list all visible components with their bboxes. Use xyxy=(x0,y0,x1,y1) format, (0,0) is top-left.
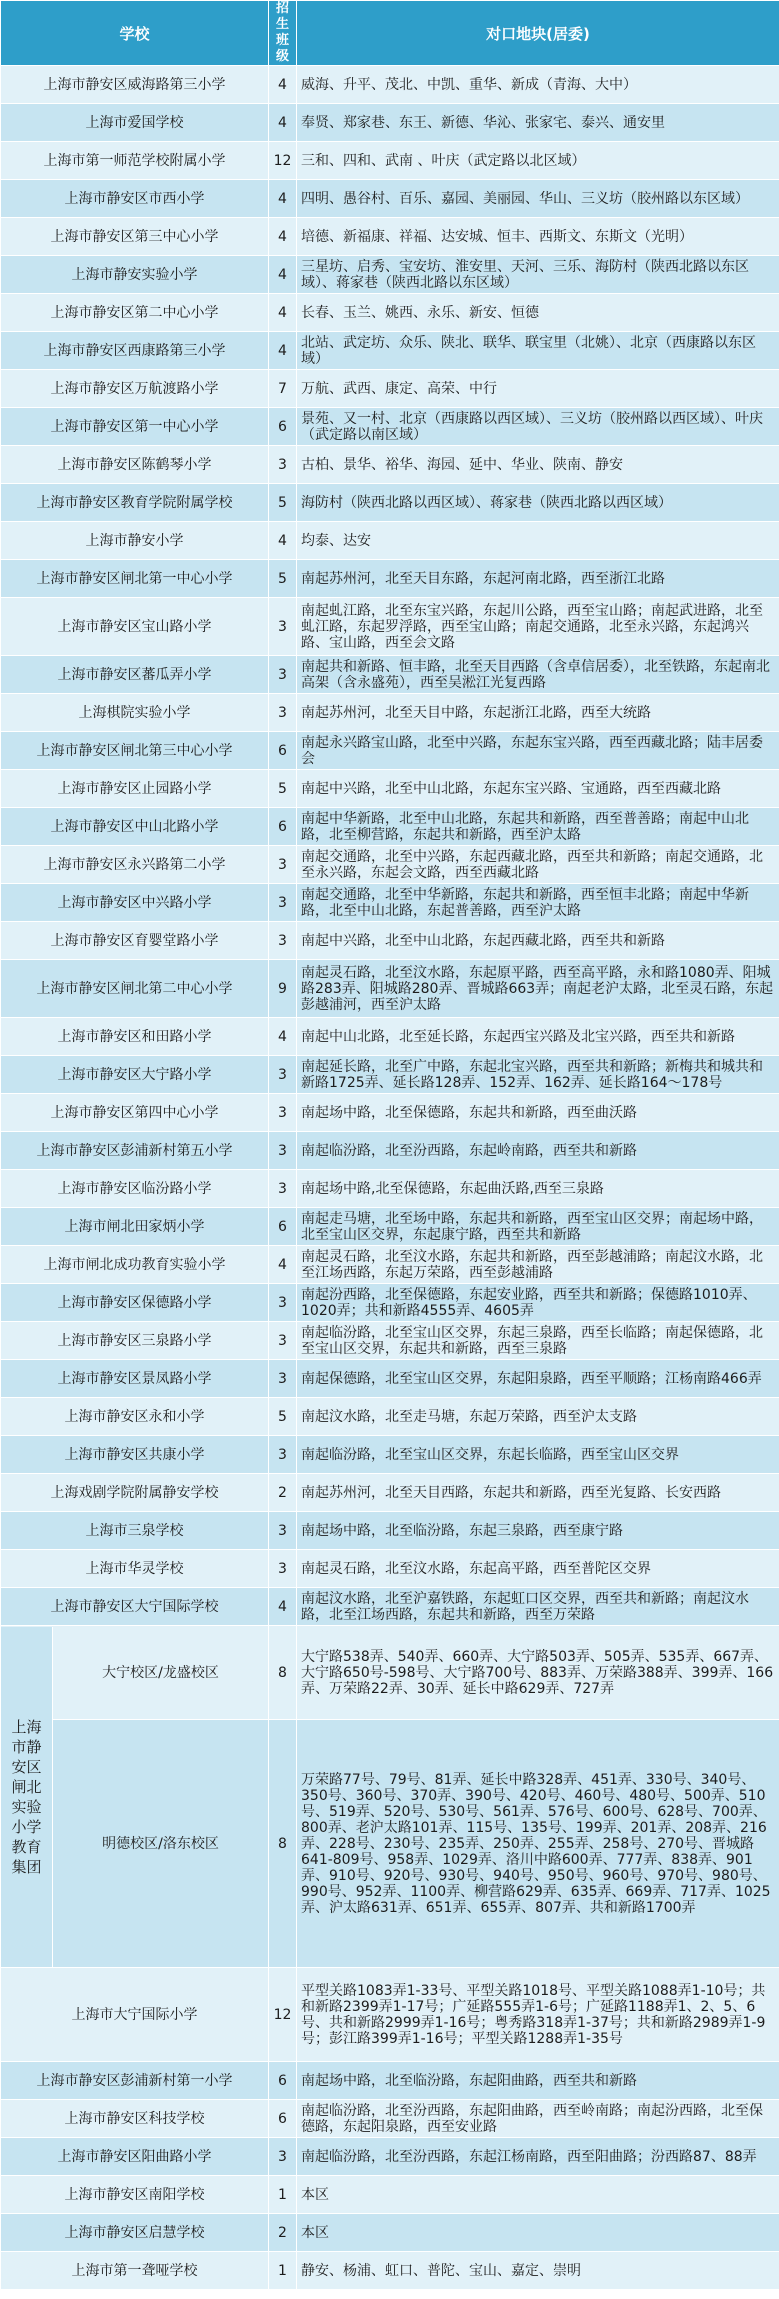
class-count: 3 xyxy=(269,1094,297,1132)
school-name: 上海市静安区育婴堂路小学 xyxy=(1,922,269,960)
school-name: 上海市静安区陈鹤琴小学 xyxy=(1,446,269,484)
class-count: 3 xyxy=(269,1322,297,1360)
table-row xyxy=(1,332,779,370)
school-name: 上海市静安区中兴路小学 xyxy=(1,884,269,922)
class-count: 6 xyxy=(269,408,297,446)
table-row xyxy=(1,294,779,332)
class-count: 3 xyxy=(269,1132,297,1170)
catchment-area: 万荣路77号、79号、81弄、延长中路328弄、451弄、330号、340号、350号、360号、370弄、390号、420号、460号、480号、500弄、510号、519弄、520号、530号、561弄、576号、600号、628号、700弄、800弄、老沪太路101弄、115号、135号、199弄、201弄、208弄、216弄、228号、230号、235弄、250弄、255弄、258号、270号、晋城路641-809号、958弄、1029弄、洛川中路600弄、777弄、838弄、901弄、910号、920号、930号、940号、950号、960号、970号、980号、990号、952弄、1100弄、柳营路629弄、635弄、669弄、717弄、1025弄、沪太路631弄、651弄、655弄、807弄、共和新路1700弄 xyxy=(297,1720,779,1968)
catchment-area: 南起延长路，北至广中路，东起北宝兴路，西至共和新路；新梅共和城共和新路1725弄、延长路128弄、152弄、162弄、延长路164～178号 xyxy=(297,1056,779,1094)
school-name: 上海市三泉学校 xyxy=(1,1512,269,1550)
class-count: 5 xyxy=(269,770,297,808)
table-row xyxy=(1,1056,779,1094)
class-count: 5 xyxy=(269,1398,297,1436)
school-name: 上海市静安实验小学 xyxy=(1,256,269,294)
class-count: 2 xyxy=(269,2214,297,2252)
class-count: 3 xyxy=(269,1512,297,1550)
school-name: 上海市第一师范学校附属小学 xyxy=(1,142,269,180)
table-row xyxy=(1,560,779,598)
school-name: 上海市静安区临汾路小学 xyxy=(1,1170,269,1208)
class-count: 12 xyxy=(269,142,297,180)
catchment-area: 南起交通路，北至中华新路，东起共和新路，西至恒丰北路；南起中华新路，北至中山北路，东起普善路，西至沪太路 xyxy=(297,884,779,922)
table-row xyxy=(1,1360,779,1398)
catchment-area: 古柏、景华、裕华、海园、延中、华业、陕南、静安 xyxy=(297,446,779,484)
class-count: 2 xyxy=(269,1474,297,1512)
class-count: 4 xyxy=(269,256,297,294)
class-count: 3 xyxy=(269,598,297,656)
school-name: 上海市静安区中山北路小学 xyxy=(1,808,269,846)
class-count: 9 xyxy=(269,960,297,1018)
class-count: 3 xyxy=(269,1056,297,1094)
header-count: 招生班级 xyxy=(269,1,297,66)
group-name: 上海市静安区闸北实验小学教育集团 xyxy=(1,1627,53,1967)
school-name: 上海市静安区三泉路小学 xyxy=(1,1322,269,1360)
class-count: 3 xyxy=(269,656,297,694)
school-name: 上海市静安区大宁路小学 xyxy=(1,1056,269,1094)
table-row xyxy=(1,218,779,256)
catchment-area: 景苑、又一村、北京（西康路以西区域）、三义坊（胶州路以西区域）、叶庆（武定路以南区域） xyxy=(297,408,779,446)
school-name: 上海戏剧学院附属静安学校 xyxy=(1,1474,269,1512)
school-name: 上海市华灵学校 xyxy=(1,1550,269,1588)
catchment-area: 南起交通路，北至中兴路，东起西藏北路，西至共和新路；南起交通路，北至永兴路，东起会文路，西至西藏北路 xyxy=(297,846,779,884)
catchment-area: 南起灵石路，北至汶水路，东起高平路，西至普陀区交界 xyxy=(297,1550,779,1588)
table-row xyxy=(1,66,779,104)
school-name: 上海市静安区闸北第一中心小学 xyxy=(1,560,269,598)
catchment-area: 南起临汾路，北至宝山区交界，东起长临路，西至宝山区交界 xyxy=(297,1436,779,1474)
table-row xyxy=(1,1474,779,1512)
catchment-area: 南起灵石路，北至汶水路，东起共和新路，西至彭越浦路；南起汶水路，北至江场西路，东起万荣路，西至彭越浦路 xyxy=(297,1246,779,1284)
catchment-area: 北站、武定坊、众乐、陕北、联华、联宝里（北姚）、北京（西康路以东区域） xyxy=(297,332,779,370)
table-row xyxy=(1,732,779,770)
catchment-area: 南起场中路,北至保德路，东起曲沃路,西至三泉路 xyxy=(297,1170,779,1208)
catchment-area: 三和、四和、武南 、叶庆（武定路以北区域） xyxy=(297,142,779,180)
table-row xyxy=(1,770,779,808)
school-name: 上海市静安小学 xyxy=(1,522,269,560)
school-name: 上海市静安区宝山路小学 xyxy=(1,598,269,656)
table-row xyxy=(1,598,779,656)
catchment-area: 南起汶水路，北至沪嘉铁路，东起虹口区交界，西至共和新路；南起汶水路，北至江场西路，东起共和新路，西至万荣路 xyxy=(297,1588,779,1626)
class-count: 6 xyxy=(269,808,297,846)
catchment-area: 南起走马塘，北至场中路，东起共和新路，西至宝山区交界；南起场中路，北至宝山区交界，东起康宁路，西至共和新路 xyxy=(297,1208,779,1246)
table-row xyxy=(1,846,779,884)
catchment-area: 南起中华新路，北至中山北路，东起共和新路，西至普善路；南起中山北路，北至柳营路，东起共和新路，西至沪太路 xyxy=(297,808,779,846)
school-name: 上海市闸北田家炳小学 xyxy=(1,1208,269,1246)
school-name: 上海市爱国学校 xyxy=(1,104,269,142)
catchment-area: 万航、武西、康定、高荣、中行 xyxy=(297,370,779,408)
header-row xyxy=(1,1,779,66)
class-count: 8 xyxy=(269,1720,297,1968)
catchment-area: 本区 xyxy=(297,2214,779,2252)
catchment-area: 南起中山北路，北至延长路，东起西宝兴路及北宝兴路，西至共和新路 xyxy=(297,1018,779,1056)
class-count: 4 xyxy=(269,1588,297,1626)
catchment-area: 南起中兴路，北至中山北路，东起东宝兴路、宝通路，西至西藏北路 xyxy=(297,770,779,808)
school-name: 上海市静安区威海路第三小学 xyxy=(1,66,269,104)
school-name: 上海市静安区教育学院附属学校 xyxy=(1,484,269,522)
campus-name: 明德校区/洛东校区 xyxy=(102,1835,219,1852)
table-row xyxy=(1,1550,779,1588)
catchment-area: 大宁路538弄、540弄、660弄、大宁路503弄、505弄、535弄、667弄、大宁路650号-598号、大宁路700号、883弄、万荣路388弄、399弄、166弄、万荣路22弄、30弄、延长中路629弄、727弄 xyxy=(297,1626,779,1720)
catchment-area: 南起临汾路，北至汾西路，东起江杨南路，西至阳曲路；汾西路87、88弄 xyxy=(297,2138,779,2176)
table-row xyxy=(1,656,779,694)
school-name: 上海市静安区第四中心小学 xyxy=(1,1094,269,1132)
catchment-area: 长春、玉兰、姚西、永乐、新安、恒德 xyxy=(297,294,779,332)
table-row xyxy=(1,922,779,960)
catchment-area: 本区 xyxy=(297,2176,779,2214)
table-row xyxy=(1,1246,779,1284)
table-row xyxy=(1,1094,779,1132)
catchment-area: 均泰、达安 xyxy=(297,522,779,560)
school-name: 上海市静安区第一中心小学 xyxy=(1,408,269,446)
school-name: 上海市静安区永和小学 xyxy=(1,1398,269,1436)
table-row xyxy=(1,1436,779,1474)
header-school: 学校 xyxy=(1,1,269,66)
school-name: 上海市静安区蕃瓜弄小学 xyxy=(1,656,269,694)
class-count: 4 xyxy=(269,294,297,332)
table-row xyxy=(1,2176,779,2214)
school-name: 上海市静安区南阳学校 xyxy=(1,2176,269,2214)
class-count: 1 xyxy=(269,2176,297,2214)
class-count: 3 xyxy=(269,1360,297,1398)
catchment-area: 南起苏州河，北至天目东路，东起河南北路，西至浙江北路 xyxy=(297,560,779,598)
table-row xyxy=(1,408,779,446)
class-count: 7 xyxy=(269,370,297,408)
class-count: 3 xyxy=(269,446,297,484)
table-row xyxy=(1,808,779,846)
school-name: 上海市静安区和田路小学 xyxy=(1,1018,269,1056)
table-row xyxy=(1,960,779,1018)
table-row xyxy=(1,694,779,732)
table-row xyxy=(1,1626,779,1720)
catchment-area: 平型关路1083弄1-33号、平型关路1018号、平型关路1088弄1-10号；共和新路2399弄1-17号；广延路555弄1-6号；广延路1188弄1、2、5、6号、共和新路2999弄1-16号；粤秀路318弄1-37号；共和新路2989弄1-9号；彭江路399弄1-16号；平型关路1288弄1-35号 xyxy=(297,1968,779,2062)
catchment-area: 南起场中路，北至临汾路，东起阳曲路，西至共和新路 xyxy=(297,2062,779,2100)
table-row xyxy=(1,1208,779,1246)
class-count: 6 xyxy=(269,732,297,770)
table-row xyxy=(1,2138,779,2176)
school-name: 上海市静安区第三中心小学 xyxy=(1,218,269,256)
catchment-area: 南起中兴路，北至中山北路，东起西藏北路，西至共和新路 xyxy=(297,922,779,960)
class-count: 8 xyxy=(269,1626,297,1720)
school-name: 上海市静安区保德路小学 xyxy=(1,1284,269,1322)
class-count: 4 xyxy=(269,66,297,104)
class-count: 1 xyxy=(269,2252,297,2290)
catchment-area: 培德、新福康、祥福、达安城、恒丰、西斯文、东斯文（光明） xyxy=(297,218,779,256)
class-count: 3 xyxy=(269,1170,297,1208)
catchment-area: 四明、愚谷村、百乐、嘉园、美丽园、华山、三义坊（胶州路以东区域） xyxy=(297,180,779,218)
school-name: 上海市静安区科技学校 xyxy=(1,2100,269,2138)
catchment-area: 威海、升平、茂北、中凯、重华、新成（青海、大中） xyxy=(297,66,779,104)
table-row xyxy=(1,1968,779,2062)
catchment-area: 南起苏州河，北至天目西路，东起共和新路，西至光复路、长安西路 xyxy=(297,1474,779,1512)
catchment-area: 三星坊、启秀、宝安坊、淮安里、天河、三乐、海防村（陕西北路以东区域）、蒋家巷（陕西北路以东区域） xyxy=(297,256,779,294)
table-row xyxy=(1,104,779,142)
campus-name: 大宁校区/龙盛校区 xyxy=(102,1664,219,1681)
catchment-area: 奉贤、郑家巷、东王、新德、华沁、张家宅、泰兴、通安里 xyxy=(297,104,779,142)
table-row xyxy=(1,2100,779,2138)
table-row xyxy=(1,1322,779,1360)
catchment-area: 南起场中路，北至保德路，东起共和新路，西至曲沃路 xyxy=(297,1094,779,1132)
table-row xyxy=(1,446,779,484)
class-count: 12 xyxy=(269,1968,297,2062)
catchment-area: 南起场中路，北至临汾路，东起三泉路，西至康宁路 xyxy=(297,1512,779,1550)
school-name: 上海市静安区闸北第二中心小学 xyxy=(1,960,269,1018)
school-name: 上海市第一聋哑学校 xyxy=(1,2252,269,2290)
school-name: 上海市静安区止园路小学 xyxy=(1,770,269,808)
table-row xyxy=(1,522,779,560)
class-count: 4 xyxy=(269,1246,297,1284)
school-name: 上海棋院实验小学 xyxy=(1,694,269,732)
catchment-area: 南起临汾路，北至汾西路，东起岭南路，西至共和新路 xyxy=(297,1132,779,1170)
table-row xyxy=(1,1018,779,1056)
table-row xyxy=(1,2062,779,2100)
catchment-area: 南起灵石路，北至汶水路，东起原平路，西至高平路，永和路1080弄、阳城路283弄、阳城路280弄、晋城路663弄；南起老沪太路，北至灵石路，东起彭越浦河，西至沪太路 xyxy=(297,960,779,1018)
class-count: 4 xyxy=(269,180,297,218)
table-row xyxy=(1,1170,779,1208)
class-count: 6 xyxy=(269,1208,297,1246)
catchment-area: 南起保德路，北至宝山区交界，东起阳泉路，西至平顺路；江杨南路466弄 xyxy=(297,1360,779,1398)
class-count: 3 xyxy=(269,922,297,960)
class-count: 3 xyxy=(269,1436,297,1474)
catchment-area: 南起虬江路，北至东宝兴路，东起川公路，西至宝山路；南起武进路，北至虬江路，东起罗浮路，西至宝山路；南起交通路，北至永兴路，东起鸿兴路、宝山路，西至会文路 xyxy=(297,598,779,656)
table-row xyxy=(1,1284,779,1322)
school-name: 上海市静安区彭浦新村第五小学 xyxy=(1,1132,269,1170)
table-row xyxy=(1,2214,779,2252)
school-name: 上海市静安区第二中心小学 xyxy=(1,294,269,332)
catchment-area: 南起临汾路，北至宝山区交界，东起三泉路，西至长临路；南起保德路，北至宝山区交界，东起共和新路，西至三泉路 xyxy=(297,1322,779,1360)
table-row xyxy=(1,370,779,408)
table-row xyxy=(1,1512,779,1550)
class-count: 3 xyxy=(269,1284,297,1322)
class-count: 3 xyxy=(269,884,297,922)
class-count: 6 xyxy=(269,2100,297,2138)
catchment-area: 南起临汾路，北至汾西路，东起阳曲路，西至岭南路；南起汾西路，北至保德路，东起阳泉路，西至安业路 xyxy=(297,2100,779,2138)
class-count: 5 xyxy=(269,484,297,522)
table-row xyxy=(1,1720,779,1968)
table-body xyxy=(1,66,779,2290)
catchment-area: 南起共和新路、恒丰路，北至天目西路（含卓信居委），北至铁路，东起南北高架（含永盛苑），西至吴淞江光复西路 xyxy=(297,656,779,694)
catchment-area: 南起永兴路宝山路，北至中兴路，东起东宝兴路，西至西藏北路；陆丰居委会 xyxy=(297,732,779,770)
class-count: 3 xyxy=(269,846,297,884)
school-name: 上海市静安区景凤路小学 xyxy=(1,1360,269,1398)
table-row xyxy=(1,1398,779,1436)
class-count: 4 xyxy=(269,104,297,142)
catchment-area: 海防村（陕西北路以西区域）、蒋家巷（陕西北路以西区域） xyxy=(297,484,779,522)
school-name: 上海市静安区闸北第三中心小学 xyxy=(1,732,269,770)
school-name: 上海市静安区大宁国际学校 xyxy=(1,1588,269,1626)
class-count: 4 xyxy=(269,332,297,370)
school-name: 上海市闸北成功教育实验小学 xyxy=(1,1246,269,1284)
class-count: 4 xyxy=(269,1018,297,1056)
school-name: 上海市静安区阳曲路小学 xyxy=(1,2138,269,2176)
school-name: 上海市静安区彭浦新村第一小学 xyxy=(1,2062,269,2100)
class-count: 6 xyxy=(269,2062,297,2100)
class-count: 4 xyxy=(269,218,297,256)
table-row xyxy=(1,484,779,522)
class-count: 4 xyxy=(269,522,297,560)
school-name: 上海市大宁国际小学 xyxy=(1,1968,269,2062)
school-name: 上海市静安区共康小学 xyxy=(1,1436,269,1474)
class-count: 3 xyxy=(269,1550,297,1588)
table-row xyxy=(1,180,779,218)
catchment-area: 南起苏州河，北至天目中路，东起浙江北路，西至大统路 xyxy=(297,694,779,732)
catchment-area: 南起汾西路，北至保德路，东起安业路，西至共和新路；保德路1010弄、1020弄；共和新路4555弄、4605弄 xyxy=(297,1284,779,1322)
table-row xyxy=(1,1132,779,1170)
table-row xyxy=(1,2252,779,2290)
table-row xyxy=(1,256,779,294)
table-row xyxy=(1,142,779,180)
class-count: 3 xyxy=(269,694,297,732)
school-name: 上海市静安区启慧学校 xyxy=(1,2214,269,2252)
school-name: 上海市静安区西康路第三小学 xyxy=(1,332,269,370)
catchment-area: 静安、杨浦、虹口、普陀、宝山、嘉定、崇明 xyxy=(297,2252,779,2290)
catchment-area: 南起汶水路，北至走马塘，东起万荣路，西至沪太支路 xyxy=(297,1398,779,1436)
table-row xyxy=(1,1588,779,1626)
school-name: 上海市静安区万航渡路小学 xyxy=(1,370,269,408)
table-row xyxy=(1,884,779,922)
header-area: 对口地块(居委) xyxy=(297,1,779,66)
class-count: 5 xyxy=(269,560,297,598)
school-name: 上海市静安区市西小学 xyxy=(1,180,269,218)
class-count: 3 xyxy=(269,2138,297,2176)
school-name: 上海市静安区永兴路第二小学 xyxy=(1,846,269,884)
